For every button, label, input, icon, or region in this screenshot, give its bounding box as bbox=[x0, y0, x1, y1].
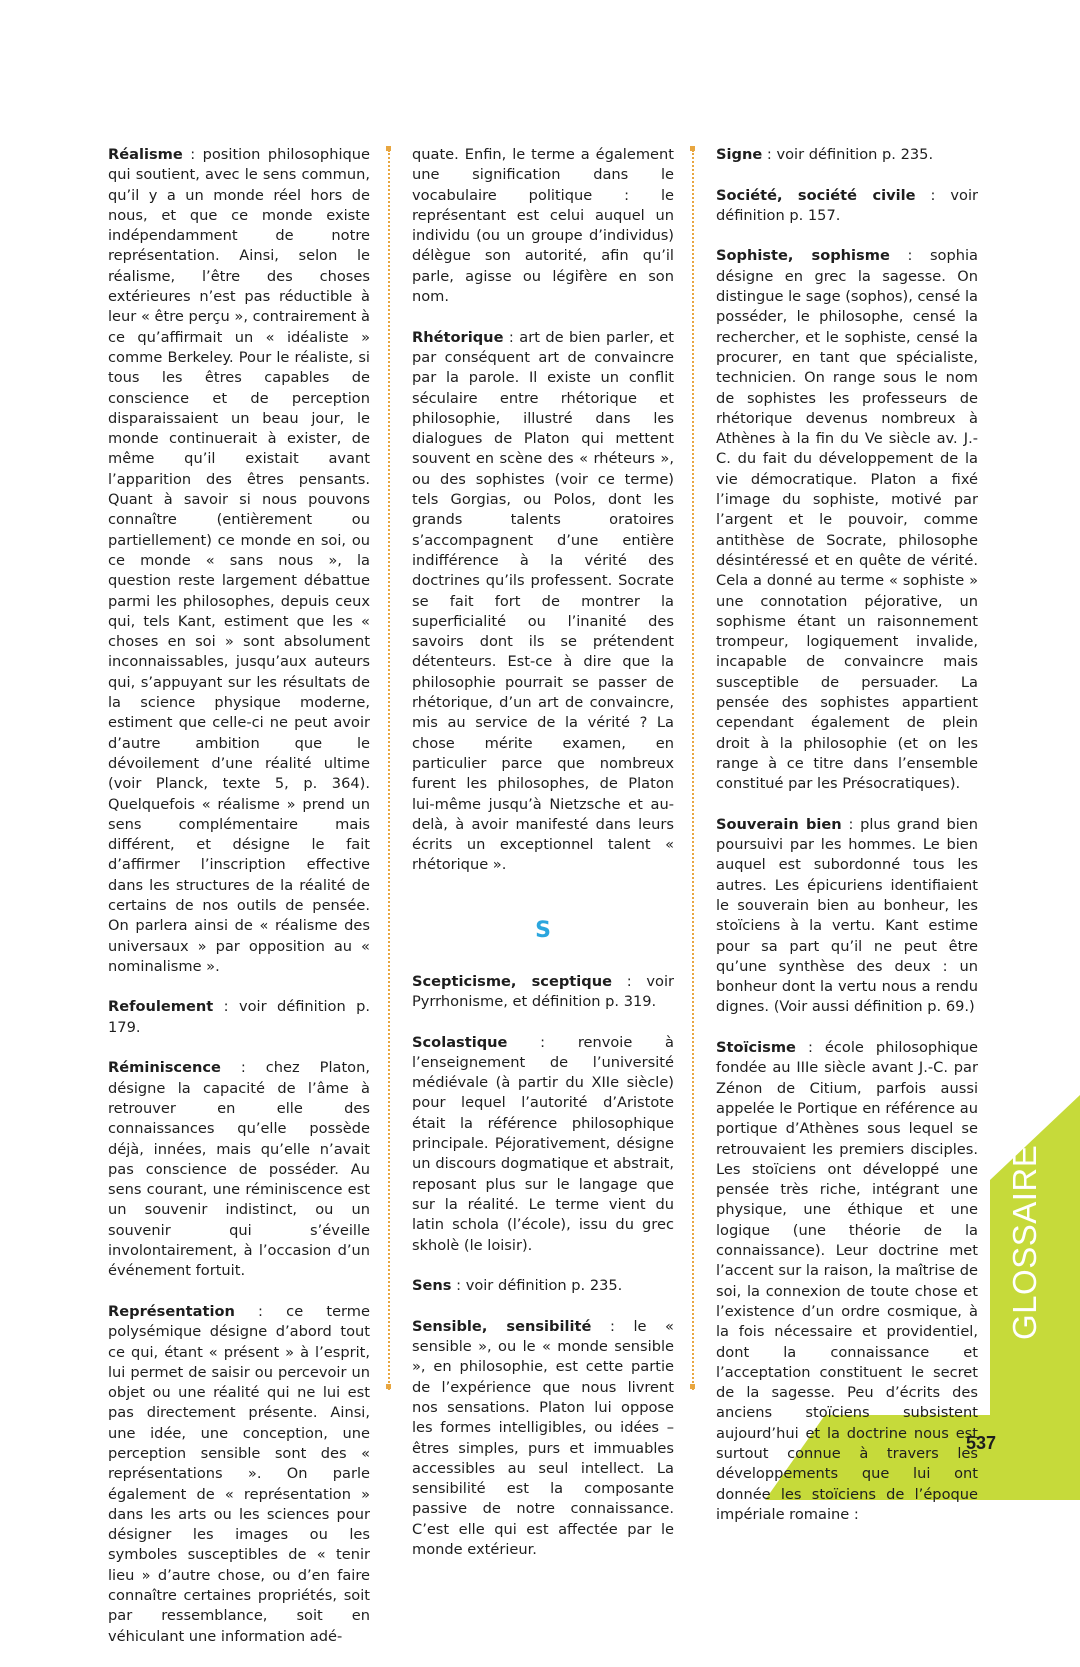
section-tab-label: GLOSSAIRE bbox=[1006, 1144, 1043, 1340]
entry-term: Sensible, sensibilité bbox=[412, 1317, 592, 1335]
page-number: 537 bbox=[966, 1433, 997, 1453]
glossary-entry: Scolastique : renvoie à l’enseignement de l’université médiévale (à partir du XIIe siècle) pour lequel l’autorité d’Aristote était la référence philosophique principale. Péjorativement, désigne un discours dogmatique et abstrait, reposant plus sur le langage que sur la réalité. Le terme vient du latin schola (l’école), issu du grec skholè (le loisir). bbox=[412, 1033, 674, 1254]
entry-definition: art de bien parler, et par conséquent art de convaincre par la parole. Il existe un conflit séculaire entre rhétorique et philosophie, illustré dans les dialogues de Platon qui mettent souvent en scène des « rhéteurs », ou des sophistes (voir ce terme) tels Gorgias, ou Polos, dont les grands talents oratoires s’accompagnent d’une entière indifférence à la vérité des doctrines qu’ils professent. Socrate se fait fort de montrer la superficialité ou l’inanité des savoirs dont ils se prétendent détenteurs. Est-ce à dire que la philosophie pourrait se passer de rhétorique, d’un art de convaincre, mis au service de la vérité ? La chose mérite examen, en particulier parce que nombreux furent les philosophes, de Platon lui-même jusqu’à Nietzsche et au-delà, à avoir manifesté dans leurs écrits un exceptionnel talent « rhétorique ». bbox=[412, 328, 674, 874]
continued-text: quate. Enfin, le terme a également une signification dans le vocabulaire politique : le représentant est celui auquel un individu (ou un groupe d’individus) délègue son autorité, afin qu’il parle, agisse ou légifère en son nom. bbox=[412, 146, 674, 306]
glossary-entry: Société, société civile : voir définition p. 157. bbox=[716, 186, 978, 224]
entry-term: Souverain bien bbox=[716, 815, 842, 833]
entry-definition: voir définition p. 157. bbox=[716, 186, 978, 224]
entry-definition: le « sensible », ou le « monde sensible », en philosophie, est cette partie de l’expérience que nous livrent nos sensations. Platon lui oppose les formes intelligibles, ou idées – êtres simples, purs et immuables accessibles au seul intellect. La sensibilité est la composante passive de notre connaissance. C’est elle qui est affectée par le monde extérieur. bbox=[412, 1317, 674, 1558]
letter-heading: S bbox=[535, 917, 551, 943]
glossary-entry: Sophiste, sophisme : sophia désigne en grec la sagesse. On distingue le sage (sophos), censé la posséder, le philosophe, censé la rechercher, et le sophiste, censé la procurer, en tant que spécialiste, technicien. On range sous le nom de sophistes les professeurs de rhétorique devenus nombreux à Athènes à la fin du Ve siècle av. J.-C. du fait du développement de la vie démocratique. Platon a fixé l’image du sophiste, motivé par l’argent et le pouvoir, comme antithèse de Socrate, philosophe désintéressé et en quête de vérité. Cela a donné au terme « sophiste » une connotation péjorative, un sophisme étant un raisonnement trompeur, logiquement invalide, incapable de convaincre mais susceptible de persuader. La pensée des sophistes appartient cependant également de plein droit à la philosophie (et on les range à ce titre dans l’ensemble constitué par les Présocratiques). bbox=[716, 247, 978, 793]
entry-term: Réalisme bbox=[108, 146, 183, 163]
entry-definition: chez Platon, désigne la capacité de l’âme à retrouver en elle des connaissances qu’elle possède déjà, innées, mais qu’elle n’avait pas conscience de posséder. Au sens courant, une réminiscence est un souvenir indistinct, ou un souvenir qui s’éveille involontairement, à l’occasion d’un événement fortuit. bbox=[108, 1059, 370, 1280]
divider-cap bbox=[386, 1384, 391, 1389]
entry-term: Signe bbox=[716, 146, 763, 163]
entry-definition: voir définition p. 179. bbox=[108, 998, 370, 1036]
entry-term: Sophiste, sophisme bbox=[716, 247, 890, 265]
glossary-entry: Sens : voir définition p. 235. bbox=[412, 1277, 623, 1295]
entry-term: Société, société civile bbox=[716, 186, 916, 204]
glossary-entry: Souverain bien : plus grand bien poursuivi par les hommes. Le bien auquel est subordonné tous les autres. Les épicuriens identifiaient le souverain bien au bonheur, les stoïciens à la vertu. Kant estime pour sa part qu’il ne peut être qu’une synthèse des deux : un bonheur dont la vertu nous a rendu dignes. (Voir aussi définition p. 69.) bbox=[716, 815, 979, 1016]
glossary-column-3 bbox=[716, 145, 978, 1545]
entry-definition: voir définition p. 235. bbox=[465, 1277, 623, 1295]
entry-definition: position philosophique qui soutient, avec le sens commun, qu’il y a un monde réel hors de nous, et que ce monde existe indépendamment de notre représentation. Ainsi, selon le réalisme, l’être des choses extérieures n’est pas réductible à leur « être perçu », contrairement à ce qu’affirmait un « idéaliste » comme Berkeley. Pour le réaliste, si tous les êtres capables de conscience et de perception disparaissaient un beau jour, le monde continuerait à exister, de même qu’il existait avant l’apparition des êtres pensants. Quant à savoir si nous pouvons connaître (entièrement ou partiellement) ce monde en soi, ou ce monde « sans nous », la question reste largement débattue parmi les philosophes, depuis ceux qui, tels Kant, estiment que les « choses en soi » sont absolument inconnaissables, jusqu’aux auteurs qui, s’appuyant sur les résultats de la science physique moderne, estiment que celle-ci ne peut avoir d’autre ambition que le dévoilement d’une réalité ultime (voir Planck, texte 5, p. 364). Quelquefois « réalisme » prend un sens complémentaire mais différent, et désigne le fait d’affirmer l’inscription effective dans les structures de la réalité de certains de nos outils de pensée. On parlera ainsi de « réalisme des universaux » par opposition au « nominalisme ». bbox=[108, 146, 370, 975]
column-divider bbox=[388, 150, 390, 1390]
entry-term: Réminiscence bbox=[108, 1059, 221, 1077]
entry-definition: voir Pyrrhonisme, et définition p. 319. bbox=[412, 972, 674, 1010]
glossary-entry: Refoulement : voir définition p. 179. bbox=[108, 998, 370, 1036]
glossary-column-1 bbox=[108, 145, 370, 1667]
divider-cap bbox=[386, 146, 391, 151]
entry-term: Refoulement bbox=[108, 998, 214, 1016]
entry-definition: ce terme polysémique désigne d’abord tout ce qui, étant « présent » à l’esprit, lui permet de saisir ou percevoir un objet ou une réalité qui ne lui est pas directement présente. Ainsi, une idée, une conception, une perception sensible sont des « représentations ». On parle également de « représentation » dans les arts ou les sciences pour désigner les images ou les symboles susceptibles de « tenir lieu » d’autre chose, ou d’en faire connaître certaines propriétés, soit par ressemblance, soit en véhiculant une information adé- bbox=[108, 1302, 370, 1645]
entry-term: Représentation bbox=[108, 1302, 235, 1320]
glossary-entry: Représentation : ce terme polysémique désigne d’abord tout ce qui, étant « présent » à l’esprit, lui permet de saisir ou percevoir un objet ou une réalité qui ne lui est pas directement présente. Ainsi, une idée, une conception, une perception sensible sont des « représentations ». On parle également de « représentation » dans les arts ou les sciences pour désigner les images ou les symboles susceptibles de « tenir lieu » d’autre chose, ou d’en faire connaître certaines propriétés, soit par ressemblance, soit en véhiculant une information adé- bbox=[108, 1302, 370, 1645]
entry-definition: sophia désigne en grec la sagesse. On distingue le sage (sophos), censé la posséder, le philosophe, censé la rechercher, et le sophiste, censé la procurer, en tant que spécialiste, technicien. On range sous le nom de sophistes les professeurs de rhétorique devenus nombreux à Athènes à la fin du Ve siècle av. J.-C. du fait du développement de la vie démocratique. Platon a fixé l’image du sophiste, motivé par l’argent et le pouvoir, comme antithèse de Socrate, philosophe désintéressé et en quête de vérité. Cela a donné au terme « sophiste » une connotation péjorative, un sophisme étant un raisonnement trompeur, logiquement invalide, incapable de convaincre mais susceptible de persuader. La pensée des sophistes appartient cependant également de plein droit à la philosophie (et on les range à ce titre dans l’ensemble constitué par les Présocratiques). bbox=[716, 247, 978, 793]
entry-definition: voir définition p. 235. bbox=[776, 146, 934, 163]
entry-term: Sens bbox=[412, 1277, 452, 1295]
glossary-entry: Réalisme : position philosophique qui soutient, avec le sens commun, qu’il y a un monde réel hors de nous, et que ce monde existe indépendamment de notre représentation. Ainsi, selon le réalisme, l’être des choses extérieures n’est pas réductible à leur « être perçu », contrairement à ce qu’affirmait un « idéaliste » comme Berkeley. Pour le réaliste, si tous les êtres capables de conscience et de perception disparaissaient un beau jour, le monde continuerait à exister, de même qu’il existait avant l’apparition des êtres pensants. Quant à savoir si nous pouvons connaître (entièrement ou partiellement) ce monde en soi, ou ce monde « sans nous », la question reste largement débattue parmi les philosophes, depuis ceux qui, tels Kant, estiment que les « choses en soi » sont absolument inconnaissables, jusqu’aux auteurs qui, s’appuyant sur les résultats de la science physique moderne, estiment que celle-ci ne peut avoir d’autre ambition que le dévoilement d’une réalité ultime (voir Planck, texte 5, p. 364). Quelquefois « réalisme » prend un sens complémentaire mais différent, et désigne le fait d’affirmer l’inscription effective dans les structures de la réalité de certains de nos outils de pensée. On parlera ainsi de « réalisme des universaux » par opposition au « nominalisme ». bbox=[108, 146, 370, 975]
entry-definition: plus grand bien poursuivi par les hommes. Le bien auquel est subordonné tous les autres. Les épicuriens identifiaient le souverain bien au bonheur, les stoïciens à la vertu. Kant estime pour sa part qu’il ne peut être qu’une synthèse des deux : un bonheur dont la vertu nous a rendu dignes. (Voir aussi définition p. 69.) bbox=[716, 815, 979, 1016]
entry-term: Stoïcisme bbox=[716, 1039, 796, 1057]
entry-definition: école philosophique fondée au IIIe siècle avant J.-C. par Zénon de Citium, parfois aussi appelée le Portique en référence au portique d’Athènes sous lequel se retrouvaient les premiers disciples. Les stoïciens ont développé une pensée très riche, intégrant une physique, une éthique et une logique (une théorie de la connaissance). Leur doctrine met l’accent sur la raison, la maîtrise de soi, la connexion de toute chose et l’existence d’un ordre cosmique, à la fois nécessaire et providentiel, dont la connaissance et l’acceptation constituent le secret de la sagesse. Peu d’écrits des anciens stoïciens subsistent aujourd’hui et la doctrine nous est surtout connue à travers les développements que lui ont donnée les stoïciens de l’époque impériale romaine : bbox=[716, 1039, 978, 1523]
entry-term: Rhétorique bbox=[412, 328, 504, 346]
entry-term: Scolastique bbox=[412, 1033, 508, 1051]
glossary-column-2 bbox=[412, 145, 674, 1581]
column-divider bbox=[692, 150, 694, 1390]
entry-definition: renvoie à l’enseignement de l’université médiévale (à partir du XIIe siècle) pour lequel l’autorité d’Aristote était la référence philosophique principale. Péjorativement, désigne un discours dogmatique et abstrait, reposant plus sur le langage que sur la réalité. Le terme vient du latin schola (l’école), issu du grec skholè (le loisir). bbox=[412, 1033, 674, 1254]
divider-cap bbox=[690, 146, 695, 151]
glossary-entry: Scepticisme, sceptique : voir Pyrrhonisme, et définition p. 319. bbox=[412, 972, 674, 1010]
glossary-entry: Signe : voir définition p. 235. bbox=[716, 146, 934, 163]
glossary-entry: Rhétorique : art de bien parler, et par conséquent art de convaincre par la parole. Il existe un conflit séculaire entre rhétorique et philosophie, illustré dans les dialogues de Platon qui mettent souvent en scène des « rhéteurs », ou des sophistes (voir ce terme) tels Gorgias, ou Polos, dont les grands talents oratoires s’accompagnent d’une entière indifférence à la vérité des doctrines qu’ils professent. Socrate se fait fort de montrer la superficialité ou l’inanité des savoirs dont ils se prétendent détenteurs. Est-ce à dire que la philosophie pourrait se passer de rhétorique, d’un art de convaincre, mis au service de la vérité ? La chose mérite examen, en particulier parce que nombreux furent les philosophes, de Platon lui-même jusqu’à Nietzsche et au-delà, à avoir manifesté dans leurs écrits un exceptionnel talent « rhétorique ». bbox=[412, 328, 674, 874]
divider-cap bbox=[690, 1384, 695, 1389]
entry-term: Scepticisme, sceptique bbox=[412, 972, 613, 990]
glossary-entry: Réminiscence : chez Platon, désigne la capacité de l’âme à retrouver en elle des connaissances qu’elle possède déjà, innées, mais qu’elle n’avait pas conscience de posséder. Au sens courant, une réminiscence est un souvenir indistinct, ou un souvenir qui s’éveille involontairement, à l’occasion d’un événement fortuit. bbox=[108, 1059, 370, 1280]
glossary-entry: Stoïcisme : école philosophique fondée au IIIe siècle avant J.-C. par Zénon de Citium, parfois aussi appelée le Portique en référence au portique d’Athènes sous lequel se retrouvaient les premiers disciples. Les stoïciens ont développé une pensée très riche, intégrant une physique, une éthique et une logique (une théorie de la connaissance). Leur doctrine met l’accent sur la raison, la maîtrise de soi, la connexion de toute chose et l’existence d’un ordre cosmique, à la fois nécessaire et providentiel, dont la connaissance et l’acceptation constituent le secret de la sagesse. Peu d’écrits des anciens stoïciens subsistent aujourd’hui et la doctrine nous est surtout connue à travers les développements que lui ont donnée les stoïciens de l’époque impériale romaine : bbox=[716, 1039, 978, 1523]
glossary-entry: Sensible, sensibilité : le « sensible », ou le « monde sensible », en philosophie, est cette partie de l’expérience que nous livrent nos sensations. Platon lui oppose les formes intelligibles, ou idées – êtres simples, purs et immuables accessibles au seul intellect. La sensibilité est la composante passive de notre connaissance. C’est elle qui est affectée par le monde extérieur. bbox=[412, 1317, 674, 1558]
